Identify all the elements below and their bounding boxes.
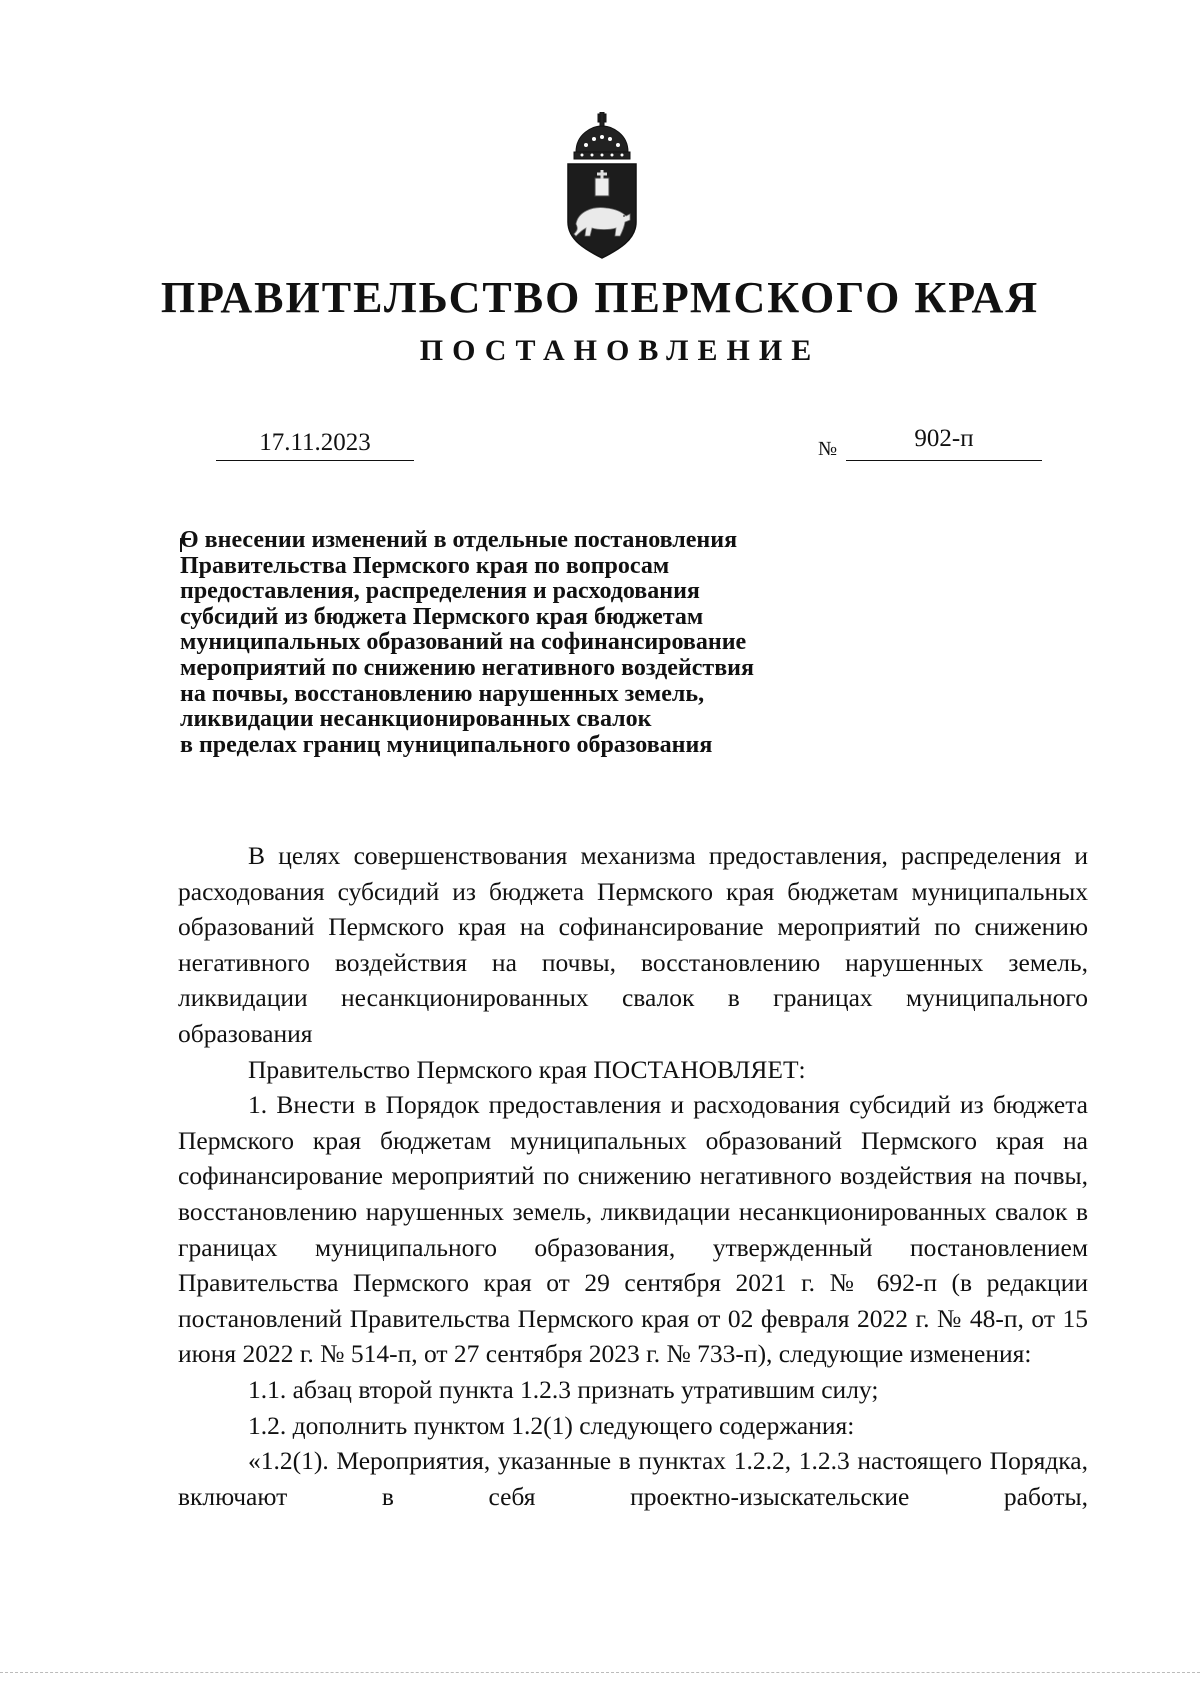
body-paragraph: 1.1. абзац второй пункта 1.2.3 признать утратившим силу; (248, 1374, 879, 1404)
body-paragraph: 1.2. дополнить пунктом 1.2(1) следующего содержания: (248, 1410, 855, 1440)
document-type: ПОСТАНОВЛЕНИЕ (419, 334, 821, 367)
document-number-label: № (818, 438, 838, 460)
title-line: в пределах границ муниципального образования (180, 731, 713, 758)
organization-name: ПРАВИТЕЛЬСТВО ПЕРМСКОГО КРАЯ (160, 273, 1040, 322)
body-paragraph: В целях совершенствования механизма предоставления, распределения и расходования субсидий из бюджета Пермского края бюджетам муниципальных образований Пермского края на софинансирование мероприятий по снижению негативного воздействия на почвы, восстановлению нарушенных земель, ликвидации несанкционированных свалок в границах муниципального образования (178, 841, 1088, 1048)
title-line: предоставления, распределения и расходования (180, 578, 700, 605)
body-paragraph: «1.2(1). Мероприятия, указанные в пунктах 1.2.2, 1.2.3 настоящего Порядка, включают в себя проектно-изыскательские работы, (178, 1446, 1088, 1511)
scan-edge-line (0, 1672, 1200, 1673)
document-title (180, 528, 900, 758)
title-line: муниципальных образований на софинансирование (180, 629, 747, 656)
document-body (178, 838, 1088, 1514)
title-line: О внесении изменений в отдельные постановления (180, 527, 738, 553)
title-line: Правительства Пермского края по вопросам (180, 552, 670, 579)
body-paragraph: Правительство Пермского края ПОСТАНОВЛЯЕТ: (248, 1054, 806, 1084)
document-number: 902-п (846, 422, 1042, 461)
title-line: мероприятий по снижению негативного воздействия (180, 654, 754, 681)
title-line: на почвы, восстановлению нарушенных земель, (180, 680, 705, 707)
title-line: ликвидации несанкционированных свалок (180, 706, 652, 733)
document-date: 17.11.2023 (216, 426, 414, 461)
title-line: субсидий из бюджета Пермского края бюджетам (180, 603, 704, 630)
body-paragraph: 1. Внести в Порядок предоставления и расходования субсидий из бюджета Пермского края бюджетам муниципальных образований Пермского края на софинансирование мероприятий по снижению негативного воздействия на почвы, восстановлению нарушенных земель, ликвидации несанкционированных свалок в границах муниципального образования, утвержденный постановлением Правительства Пермского края от 29 сентября 2021 г. № 692-п (в редакции постановлений Правительства Пермского края от 02 февраля 2022 г. № 48-п, от 15 июня 2022 г. № 514-п, от 27 сентября 2023 г. № 733-п), следующие изменения: (178, 1090, 1088, 1369)
perm-krai-coat-of-arms (562, 112, 642, 262)
